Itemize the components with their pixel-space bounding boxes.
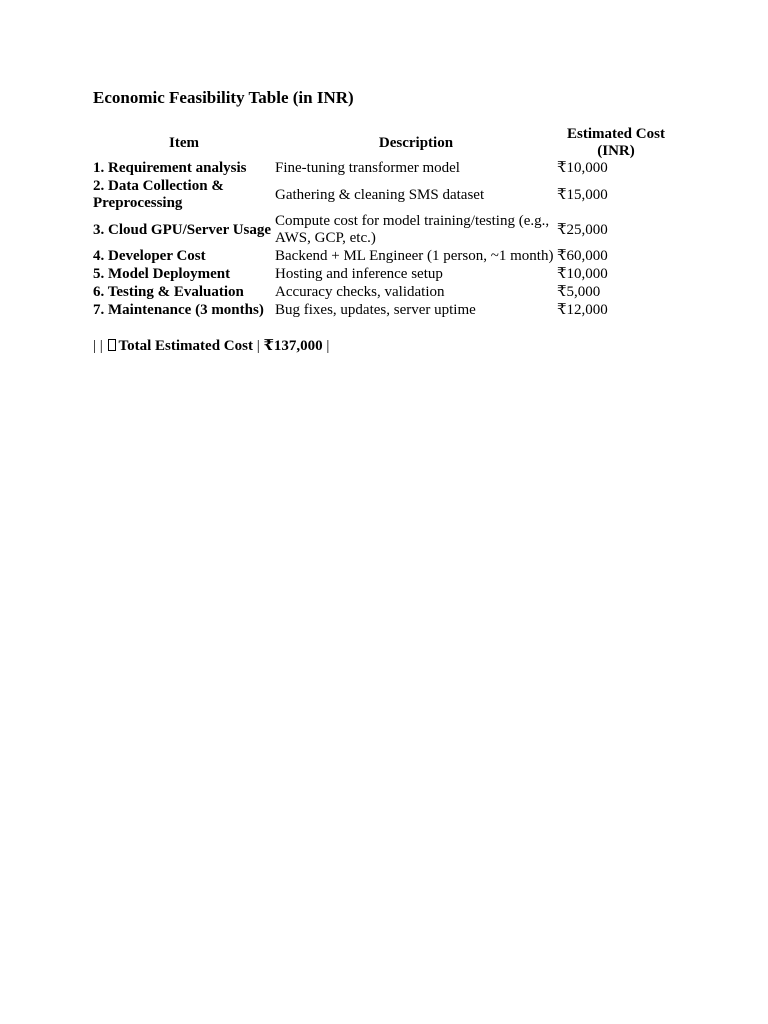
document-page [93,88,693,355]
row-item: 2. Data Collection & Preprocessing [93,178,224,211]
row-cost: ₹25,000 [557,221,608,238]
row-item: 1. Requirement analysis [93,160,247,176]
total-separator: | [256,338,260,354]
row-description: Accuracy checks, validation [275,284,445,300]
total-prefix: | | [93,338,103,354]
table-row [93,284,675,302]
row-cost: ₹60,000 [557,248,608,264]
total-label: Total Estimated Cost [118,338,253,354]
row-cost: ₹12,000 [557,302,608,318]
row-item: 7. Maintenance (3 months) [93,302,264,318]
table-row [93,266,675,284]
total-suffix: | [326,338,330,354]
table-header-row [93,126,675,160]
table-row [93,248,675,266]
row-item: 4. Developer Cost [93,248,206,264]
row-cost: ₹10,000 [557,160,608,176]
row-description: Bug fixes, updates, server uptime [275,302,476,318]
row-item: 3. Cloud GPU/Server Usage [93,221,272,238]
header-description: Description [378,134,454,151]
document-title: Economic Feasibility Table (in INR) [93,88,354,107]
row-description: Hosting and inference setup [275,266,443,282]
row-cost: ₹5,000 [557,284,601,300]
row-item: 5. Model Deployment [93,266,231,282]
row-cost: ₹10,000 [557,266,608,282]
table-row [93,213,675,248]
feasibility-table [93,126,675,320]
row-description: Gathering & cleaning SMS dataset [275,186,485,203]
header-item: Item [169,134,199,151]
header-cost: Estimated Cost (INR) [567,126,665,159]
row-description: Fine-tuning transformer model [275,160,460,176]
total-amount: ₹137,000 [263,338,323,354]
table-row [93,302,675,320]
row-description: Backend + ML Engineer (1 person, ~1 month) [275,248,554,264]
row-item: 6. Testing & Evaluation [93,284,244,300]
row-description: Compute cost for model training/testing (e.g., AWS, GCP, etc.) [275,213,550,246]
missing-glyph-icon [108,339,116,351]
table-row [93,160,675,178]
row-cost: ₹15,000 [557,186,608,203]
total-estimated-cost-line [93,337,693,355]
table-row [93,178,675,213]
